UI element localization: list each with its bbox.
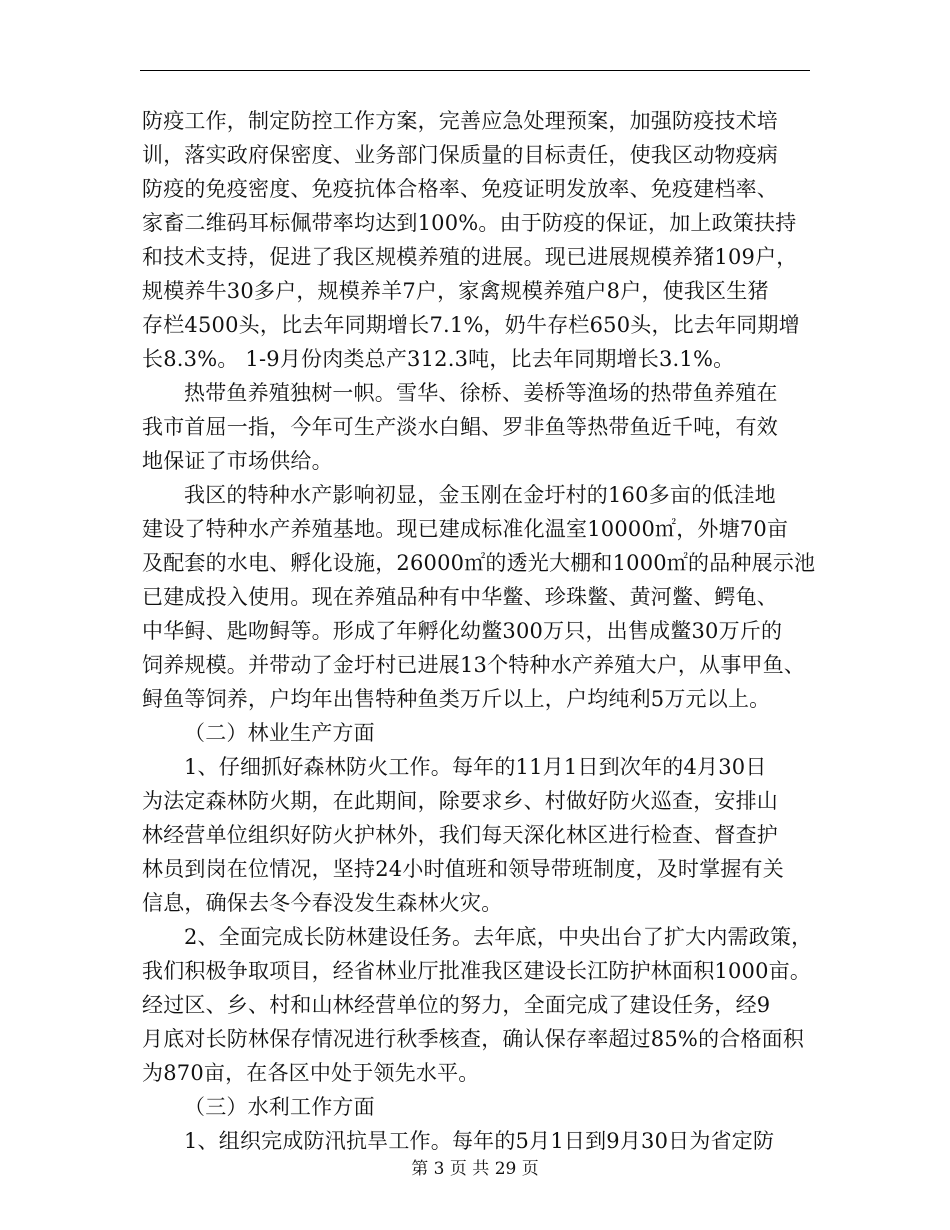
paragraph-first-line: 1、组织完成防汛抗旱工作。每年的5月1日到9月30日为省定防	[184, 1129, 775, 1153]
page-footer: 第 3 页 共 29 页	[411, 1159, 539, 1179]
text-line: 规模养牛30多户，规模养羊7户，家禽规模养殖户8户，使我区生猪	[142, 279, 769, 303]
text-line: 为法定森林防火期，在此期间，除要求乡、村做好防火巡查，安排山	[142, 789, 778, 813]
text-line: 防疫的免疫密度、免疫抗体合格率、免疫证明发放率、免疫建档率、	[142, 177, 778, 201]
text-line: 饲养规模。并带动了金圩村已进展13个特种水产养殖大户，从事甲鱼、	[142, 653, 806, 677]
paragraph-first-line: 2、全面完成长防林建设任务。去年底，中央出台了扩大内需政策，	[184, 925, 813, 949]
paragraph-first-line: 我区的特种水产影响初显，金玉刚在金圩村的160多亩的低洼地	[184, 483, 776, 507]
text-line: 为870亩，在各区中处于领先水平。	[142, 1061, 480, 1085]
text-line: 建设了特种水产养殖基地。现已建成标准化温室10000㎡，外塘70亩	[142, 517, 789, 541]
text-line: 鲟鱼等饲养，户均年出售特种鱼类万斤以上，户均纯利5万元以上。	[142, 687, 771, 711]
text-line: 和技术支持，促进了我区规模养殖的进展。现已进展规模养猪109户，	[142, 245, 798, 269]
section-heading: （二）林业生产方面	[184, 721, 375, 745]
text-line: 中华鲟、匙吻鲟等。形成了年孵化幼鳖300万只，出售成鳖30万斤的	[142, 619, 783, 643]
text-line: 林员到岗在位情况，坚持24小时值班和领导带班制度，及时掌握有关	[142, 857, 784, 881]
text-line: 长8.3%。 1-9月份肉类总产312.3吨，比去年同期增长3.1%。	[142, 347, 735, 371]
text-line: 信息，确保去冬今春没发生森林火灾。	[142, 891, 503, 915]
header-rule	[140, 70, 810, 71]
text-line: 我市首屈一指，今年可生产淡水白鲳、罗非鱼等热带鱼近千吨，有效	[142, 415, 778, 439]
text-line: 经过区、乡、村和山林经营单位的努力，全面完成了建设任务，经9	[142, 993, 771, 1017]
text-line: 存栏4500头，比去年同期增长7.1%，奶牛存栏650头，比去年同期增	[142, 313, 800, 337]
text-line: 林经营单位组织好防火护林外，我们每天深化林区进行检查、督查护	[142, 823, 778, 847]
text-line: 家畜二维码耳标佩带率均达到100%。由于防疫的保证，加上政策扶持	[142, 211, 797, 235]
text-line: 月底对长防林保存情况进行秋季核查，确认保存率超过85%的合格面积	[142, 1027, 805, 1051]
text-line: 已建成投入使用。现在养殖品种有中华鳖、珍珠鳖、黄河鳖、鳄龟、	[142, 585, 778, 609]
text-line: 我们积极争取项目，经省林业厅批准我区建设长江防护林面积1000亩。	[142, 959, 812, 983]
paragraph-first-line: 热带鱼养殖独树一帜。雪华、徐桥、姜桥等渔场的热带鱼养殖在	[184, 381, 778, 405]
text-line: 防疫工作，制定防控工作方案，完善应急处理预案，加强防疫技术培	[142, 109, 778, 133]
text-line: 地保证了市场供给。	[142, 449, 333, 473]
document-body	[142, 104, 814, 1158]
text-line: 训，落实政府保密度、业务部门保质量的目标责任，使我区动物疫病	[142, 143, 778, 167]
text-line: 及配套的水电、孵化设施，26000㎡的透光大棚和1000㎡的品种展示池	[142, 551, 816, 575]
section-heading: （三）水利工作方面	[184, 1095, 375, 1119]
paragraph-first-line: 1、仔细抓好森林防火工作。每年的11月1日到次年的4月30日	[184, 755, 767, 779]
